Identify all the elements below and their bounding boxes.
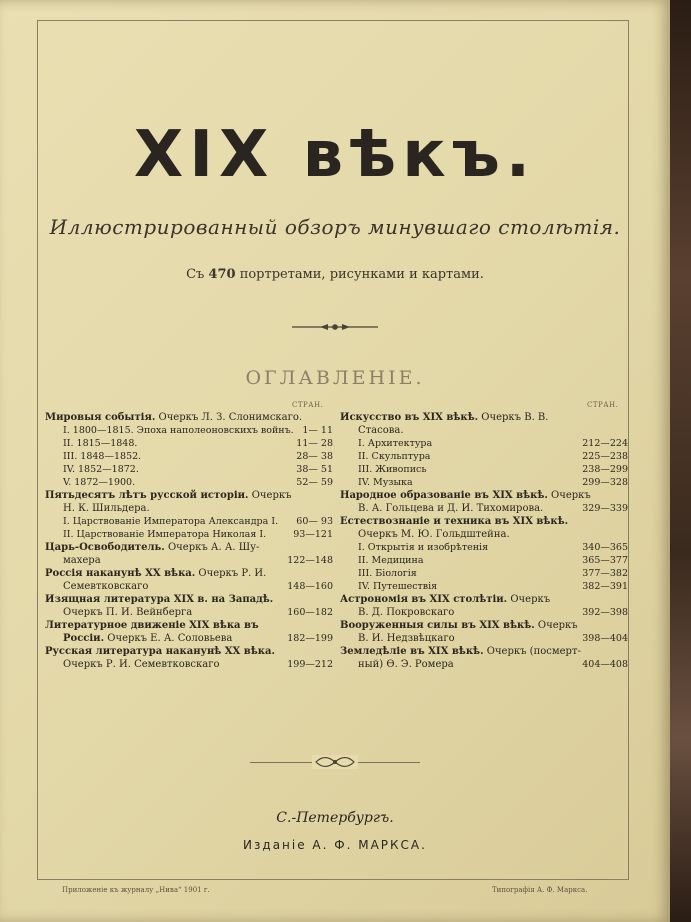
entry-text: В. А. Гольцева и Д. И. Тихомирова. [358, 503, 544, 514]
illustrations-line [0, 267, 670, 282]
entry-pages: 38— 51 [296, 464, 333, 475]
sub-number: 470 [208, 267, 236, 282]
city-imprint: С.-Петербургъ. [276, 810, 394, 826]
entry-text: Очеркъ В. В. [478, 412, 549, 423]
contents-entry [340, 450, 628, 463]
contents-entry [45, 450, 333, 463]
entry-title [340, 489, 591, 502]
entry-text: Очеркъ Р. И. [195, 568, 267, 579]
page-label-left: СТРАН. [292, 401, 324, 409]
entry-title [45, 593, 273, 606]
entry-text: Очеркъ Р. И. Семевтковскаго [63, 659, 220, 670]
entry-title [358, 554, 424, 567]
entry-title [45, 489, 291, 502]
footer-right-note: Типографія А. Ф. Маркса. [492, 886, 588, 894]
entry-heading: Литературное движеніе XIX вѣка въ [45, 620, 259, 631]
entry-text: махера [63, 555, 101, 566]
entry-heading: Астрономія въ XIX столѣтіи. [340, 594, 508, 605]
entry-title [63, 658, 219, 671]
entry-heading: Россіи. [63, 633, 105, 644]
entry-heading: Земледѣліе въ XIX вѣкѣ. [340, 646, 484, 657]
entry-text: I. 1800—1815. Эпоха наполеоновскихъ войнъ. [63, 425, 294, 436]
entry-heading: Мировыя событія. [45, 412, 156, 423]
contents-entry [45, 645, 333, 658]
entry-title [358, 606, 454, 619]
entry-pages: 340—365 [582, 542, 628, 553]
entry-title [358, 567, 417, 580]
entry-text: I. Открытія и изобрѣтенія [358, 542, 489, 553]
entry-pages: 148—160 [287, 581, 333, 592]
entry-text: Семевтковскаго [63, 581, 149, 592]
entry-pages: 365—377 [582, 555, 628, 566]
entry-text: II. Царствованіе Императора Николая I. [63, 529, 267, 540]
entry-text: Очеркъ Е. А. Соловьева [104, 633, 233, 644]
entry-title [45, 411, 302, 424]
contents-entry [340, 541, 628, 554]
entry-text: Очеркъ П. И. Вейнберга [63, 607, 193, 618]
entry-text: V. 1872—1900. [63, 477, 136, 488]
contents-entry [45, 658, 333, 671]
contents-entry [340, 658, 628, 671]
entry-pages: 382—391 [582, 581, 628, 592]
book-spine [670, 0, 691, 922]
entry-title [358, 580, 437, 593]
entry-title [45, 619, 259, 632]
entry-text: II. 1815—1848. [63, 438, 138, 449]
contents-entry [45, 424, 333, 437]
entry-title [45, 567, 266, 580]
contents-entry [45, 619, 333, 632]
entry-text: Н. К. Шильдера. [63, 503, 150, 514]
entry-pages: 392—398 [582, 607, 628, 618]
book-title: XIX вѣкъ. [133, 118, 537, 192]
entry-pages: 377—382 [582, 568, 628, 579]
contents-entry [340, 619, 628, 632]
entry-title [45, 645, 275, 658]
entry-text: Стасова. [358, 425, 404, 436]
entry-pages: 52— 59 [296, 477, 333, 488]
contents-entry [45, 541, 333, 554]
contents-entry [340, 463, 628, 476]
contents-entry [340, 645, 628, 658]
entry-pages: 398—404 [582, 633, 628, 644]
entry-heading: Пятьдесятъ лѣтъ русской исторіи. [45, 490, 249, 501]
entry-title [63, 463, 139, 476]
entry-pages: 225—238 [582, 451, 628, 462]
entry-heading: Искусство въ XIX вѣкѣ. [340, 412, 479, 423]
entry-pages: 404—408 [582, 659, 628, 670]
entry-text: I. Царствованіе Императора Александра I. [63, 516, 279, 527]
entry-pages: 28— 38 [296, 451, 333, 462]
entry-title [358, 424, 404, 437]
contents-entry [45, 515, 333, 528]
contents-right-column [340, 411, 628, 671]
contents-entry [340, 476, 628, 489]
entry-heading: Изящная литература XIX в. на Западѣ. [45, 594, 274, 605]
contents-entry [45, 502, 333, 515]
contents-entry [45, 554, 333, 567]
entry-heading: Русская литература наканунѣ XX вѣка. [45, 646, 275, 657]
entry-text: I. Архитектура [358, 438, 433, 449]
entry-text: Очеркъ [248, 490, 292, 501]
page-label-right: СТРАН. [587, 401, 619, 409]
entry-title [63, 515, 278, 528]
contents-entry [340, 606, 628, 619]
entry-title [358, 658, 454, 671]
entry-title [63, 606, 192, 619]
contents-entry [340, 528, 628, 541]
contents-entry [340, 502, 628, 515]
contents-entry [340, 489, 628, 502]
contents-entry [45, 567, 333, 580]
contents-entry [45, 476, 333, 489]
entry-title [63, 580, 148, 593]
entry-title [358, 632, 455, 645]
entry-title [358, 476, 413, 489]
ornament-vignette [312, 755, 358, 769]
contents-left-column [45, 411, 333, 671]
entry-pages: 1— 11 [302, 425, 333, 436]
publisher-imprint: Изданіе А. Ф. МАРКСА. [243, 838, 427, 852]
entry-title [340, 593, 550, 606]
contents-entry [45, 606, 333, 619]
entry-title [358, 450, 430, 463]
entry-text: II. Медицина [358, 555, 424, 566]
entry-title [340, 645, 581, 658]
entry-pages: 93—121 [293, 529, 333, 540]
entry-pages: 299—328 [582, 477, 628, 488]
contents-entry [45, 528, 333, 541]
contents-entry [340, 411, 628, 424]
entry-text: Очеркъ [534, 620, 578, 631]
entry-heading: Естествознаніе и техника въ XIX вѣкѣ. [340, 516, 569, 527]
entry-text: Очеркъ [547, 490, 591, 501]
contents-entry [45, 580, 333, 593]
entry-heading: Вооруженныя силы въ XIX вѣкѣ. [340, 620, 535, 631]
entry-title [63, 424, 294, 437]
entry-text: Очеркъ [507, 594, 551, 605]
entry-text: III. 1848—1852. [63, 451, 142, 462]
sub-post: портретами, рисунками и картами. [235, 267, 484, 282]
contents-entry [340, 424, 628, 437]
contents-entry [45, 489, 333, 502]
entry-heading: Россія наканунѣ XX вѣка. [45, 568, 196, 579]
contents-heading: ОГЛАВЛЕНІЕ. [245, 367, 425, 389]
book-subtitle: Иллюстрированный обзоръ минувшаго столѣтія. [49, 215, 621, 239]
entry-pages: 238—299 [582, 464, 628, 475]
sub-pre: Съ [186, 267, 209, 282]
entry-text: IV. Путешествія [358, 581, 438, 592]
entry-title [63, 554, 101, 567]
entry-text: IV. 1852—1872. [63, 464, 139, 475]
contents-entry [340, 593, 628, 606]
entry-title [340, 619, 578, 632]
entry-pages: 160—182 [287, 607, 333, 618]
entry-heading: Народное образованіе въ XIX вѣкѣ. [340, 490, 548, 501]
entry-text: II. Скульптура [358, 451, 431, 462]
entry-text: III. Живопись [358, 464, 427, 475]
entry-title [358, 437, 432, 450]
entry-pages: 11— 28 [296, 438, 333, 449]
entry-pages: 182—199 [287, 633, 333, 644]
contents-entry [45, 632, 333, 645]
entry-title [63, 476, 135, 489]
entry-title [358, 541, 488, 554]
entry-title [45, 541, 259, 554]
ornament-divider [290, 320, 380, 334]
contents-entry [340, 580, 628, 593]
entry-pages: 329—339 [582, 503, 628, 514]
footer-left-note: Приложеніе къ журналу „Нива“ 1901 г. [62, 886, 210, 894]
entry-text: В. Д. Покровскаго [358, 607, 455, 618]
entry-text: Очеркъ (посмерт- [483, 646, 581, 657]
entry-title [358, 502, 543, 515]
contents-entry [340, 554, 628, 567]
entry-text: III. Біологія [358, 568, 417, 579]
entry-title [63, 450, 141, 463]
contents-entry [45, 463, 333, 476]
contents-entry [340, 437, 628, 450]
entry-title [340, 411, 548, 424]
contents-entry [45, 437, 333, 450]
contents-entry [45, 411, 333, 424]
entry-text: ный) Ѳ. Э. Ромера [358, 659, 454, 670]
entry-pages: 60— 93 [296, 516, 333, 527]
entry-pages: 199—212 [287, 659, 333, 670]
entry-text: Очеркъ Л. З. Слонимскаго. [155, 412, 303, 423]
entry-title [63, 437, 137, 450]
entry-title [340, 515, 568, 528]
entry-text: Очеркъ А. А. Шу- [164, 542, 260, 553]
contents-entry [340, 632, 628, 645]
entry-heading: Царь-Освободитель. [45, 542, 165, 553]
entry-title [63, 502, 150, 515]
entry-text: Очеркъ М. Ю. Гольдштейна. [358, 529, 510, 540]
entry-title [63, 528, 266, 541]
contents-entry [340, 515, 628, 528]
entry-pages: 212—224 [582, 438, 628, 449]
entry-text: В. И. Недзвѣцкаго [358, 633, 455, 644]
entry-title [358, 463, 427, 476]
entry-title [63, 632, 232, 645]
entry-title [358, 528, 510, 541]
entry-pages: 122—148 [287, 555, 333, 566]
contents-entry [45, 593, 333, 606]
contents-entry [340, 567, 628, 580]
entry-text: IV. Музыка [358, 477, 413, 488]
